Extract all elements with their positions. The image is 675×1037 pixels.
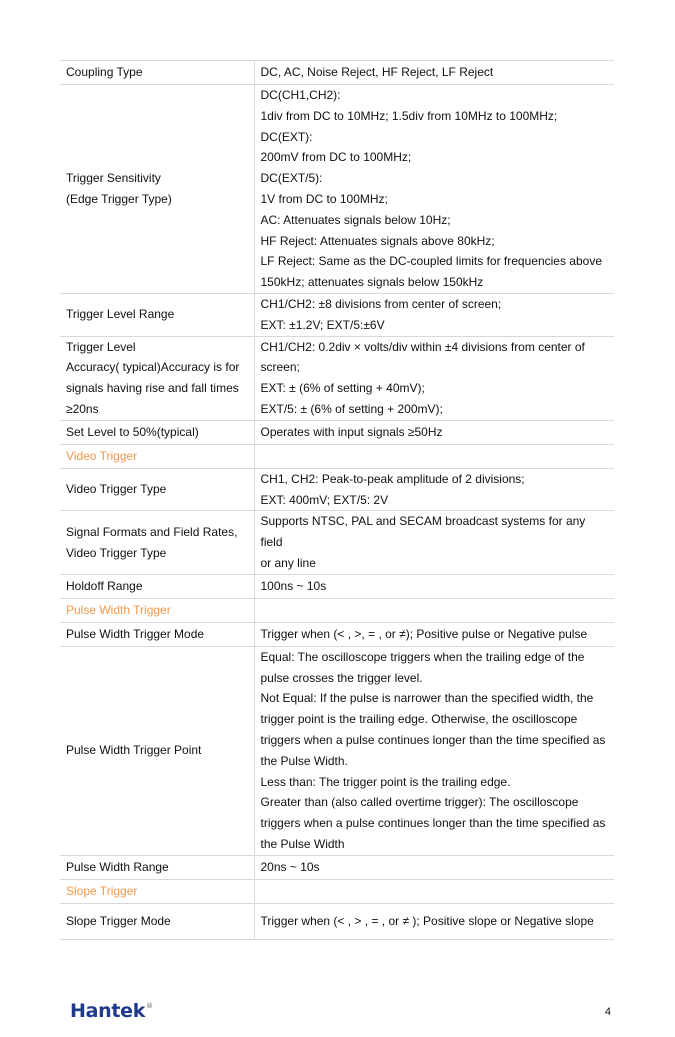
row-label: Pulse Width Range (60, 855, 254, 879)
table-row (60, 468, 614, 511)
table-row (60, 511, 614, 574)
row-value (254, 879, 614, 903)
row-value: Supports NTSC, PAL and SECAM broadcast systems for any field or any line (254, 511, 614, 574)
table-row (60, 855, 614, 879)
brand-logo (70, 1000, 153, 1022)
row-value: 20ns ~ 10s (254, 855, 614, 879)
row-value: DC(CH1,CH2): 1div from DC to 10MHz; 1.5div from 10MHz to 100MHz; DC(EXT): 200mV from DC to 100MHz; DC(EXT/5): 1V from DC to 100MHz; AC: Attenuates signals below 10Hz; HF Reject: Attenuates signals above 80kHz; LF Reject: Same as the DC-coupled limits for frequencies above 150kHz; attenuates signals below 150kHz (254, 85, 614, 294)
row-label: Trigger Level Accuracy( typical)Accuracy is for signals having rise and fall times ≥20ns (60, 336, 254, 420)
row-label: Trigger Sensitivity (Edge Trigger Type) (60, 85, 254, 294)
brand-name: Hantek (70, 1000, 146, 1022)
table-row (60, 61, 614, 85)
table-row (60, 336, 614, 420)
table-row (60, 646, 614, 855)
row-label: Video Trigger Type (60, 468, 254, 511)
page-number: 4 (604, 1006, 611, 1018)
table-row (60, 85, 614, 294)
table-row (60, 622, 614, 646)
row-value: 100ns ~ 10s (254, 574, 614, 598)
row-value: CH1/CH2: 0.2div × volts/div within ±4 divisions from center of screen; EXT: ± (6% of setting + 40mV); EXT/5: ± (6% of setting + 200mV); (254, 336, 614, 420)
row-label: Signal Formats and Field Rates, Video Trigger Type (60, 511, 254, 574)
row-value: CH1/CH2: ±8 divisions from center of screen; EXT: ±1.2V; EXT/5:±6V (254, 293, 614, 336)
row-value (254, 444, 614, 468)
row-label: Trigger Level Range (60, 293, 254, 336)
row-value (254, 598, 614, 622)
section-heading: Pulse Width Trigger (60, 598, 254, 622)
section-row-video-trigger (60, 444, 614, 468)
spec-table (60, 60, 614, 940)
section-row-pulse-width-trigger (60, 598, 614, 622)
registered-mark: ® (146, 1002, 154, 1010)
row-value: Operates with input signals ≥50Hz (254, 420, 614, 444)
table-row (60, 420, 614, 444)
section-row-slope-trigger (60, 879, 614, 903)
row-label: Coupling Type (60, 61, 254, 85)
row-label: Holdoff Range (60, 574, 254, 598)
row-label: Slope Trigger Mode (60, 903, 254, 939)
row-value: DC, AC, Noise Reject, HF Reject, LF Reject (254, 61, 614, 85)
row-value: Equal: The oscilloscope triggers when the trailing edge of the pulse crosses the trigger level. Not Equal: If the pulse is narrower than the specified width, the trigger point is the trailing edge. Otherwise, the oscilloscope triggers when a pulse continues longer than the time specified as the Pulse Width. Less than: The trigger point is the trailing edge. Greater than (also called overtime trigger): The oscilloscope triggers when a pulse continues longer than the time specified as the Pulse Width (254, 646, 614, 855)
row-value: CH1, CH2: Peak-to-peak amplitude of 2 divisions; EXT: 400mV; EXT/5: 2V (254, 468, 614, 511)
table-row (60, 574, 614, 598)
table-row (60, 903, 614, 939)
row-label: Set Level to 50%(typical) (60, 420, 254, 444)
section-heading: Slope Trigger (60, 879, 254, 903)
section-heading: Video Trigger (60, 444, 254, 468)
row-label: Pulse Width Trigger Mode (60, 622, 254, 646)
row-value: Trigger when (< , >, = , or ≠); Positive pulse or Negative pulse (254, 622, 614, 646)
row-value: Trigger when (< , > , = , or ≠ ); Positive slope or Negative slope (254, 903, 614, 939)
row-label: Pulse Width Trigger Point (60, 646, 254, 855)
table-row (60, 293, 614, 336)
